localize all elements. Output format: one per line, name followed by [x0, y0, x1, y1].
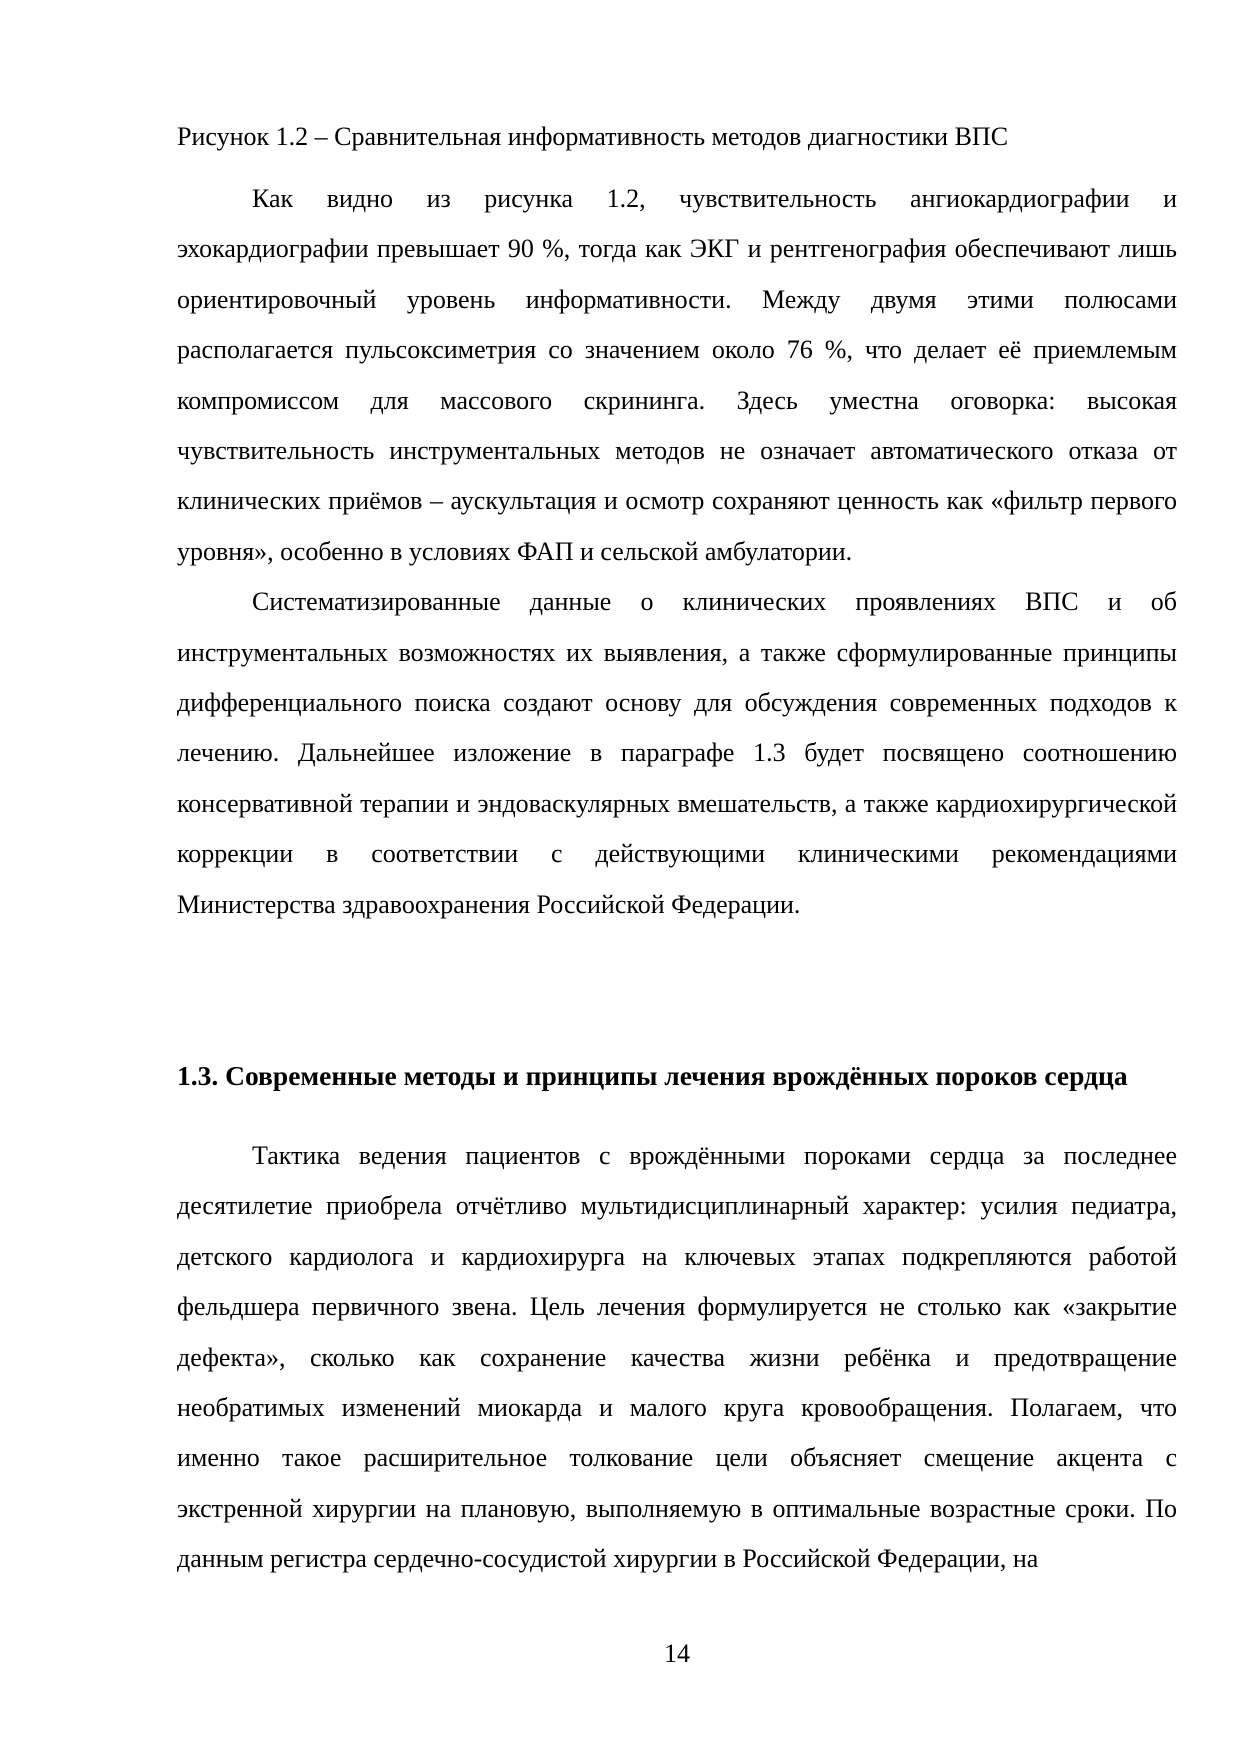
text-block-before-heading [177, 174, 1177, 930]
paragraph: Как видно из рисунка 1.2, чувствительность ангиокардиографии и эхокардиографии превышает 90 %, тогда как ЭКГ и рентгенография обеспечивают лишь ориентировочный уровень информативности. Между двумя этими полюсами располагается пульсоксиметрия со значением около 76 %, что делает её приемлемым компромиссом для массового скрининга. Здесь уместна оговорка: высокая чувствительность инструментальных методов не означает автоматического отказа от клинических приёмов – аускультация и осмотр сохраняют ценность как «фильтр первого уровня», особенно в условиях ФАП и сельской амбулатории. [177, 184, 1177, 566]
page-number: 14 [664, 1639, 690, 1668]
text-block-after-heading [177, 1131, 1177, 1585]
paragraph: Систематизированные данные о клинических проявлениях ВПС и об инструментальных возможностях их выявления, а также сформулированные принципы дифференциального поиска создают основу для обсуждения современных подходов к лечению. Дальнейшее изложение в параграфе 1.3 будет посвящено соотношению консервативной терапии и эндоваскулярных вмешательств, а также кардиохирургической коррекции в соответствии с действующими клиническими рекомендациями Министерства здравоохранения Российской Федерации. [177, 587, 1177, 919]
paragraph: Тактика ведения пациентов с врождёнными пороками сердца за последнее десятилетие приобрела отчётливо мультидисциплинарный характер: усилия педиатра, детского кардиолога и кардиохирурга на ключевых этапах подкрепляются работой фельдшера первичного звена. Цель лечения формулируется не столько как «закрытие дефекта», сколько как сохранение качества жизни ребёнка и предотвращение необратимых изменений миокарда и малого круга кровообращения. Полагаем, что именно такое расширительное толкование цели объясняет смещение акцента с экстренной хирургии на плановую, выполняемую в оптимальные возрастные сроки. По данным регистра сердечно-сосудистой хирургии в Российской Федерации, на [177, 1141, 1177, 1574]
section-heading: 1.3. Современные методы и принципы лечения врождённых пороков сердца [177, 1060, 1128, 1091]
figure-caption: Рисунок 1.2 – Сравнительная информативность методов диагностики ВПС [177, 122, 1009, 151]
